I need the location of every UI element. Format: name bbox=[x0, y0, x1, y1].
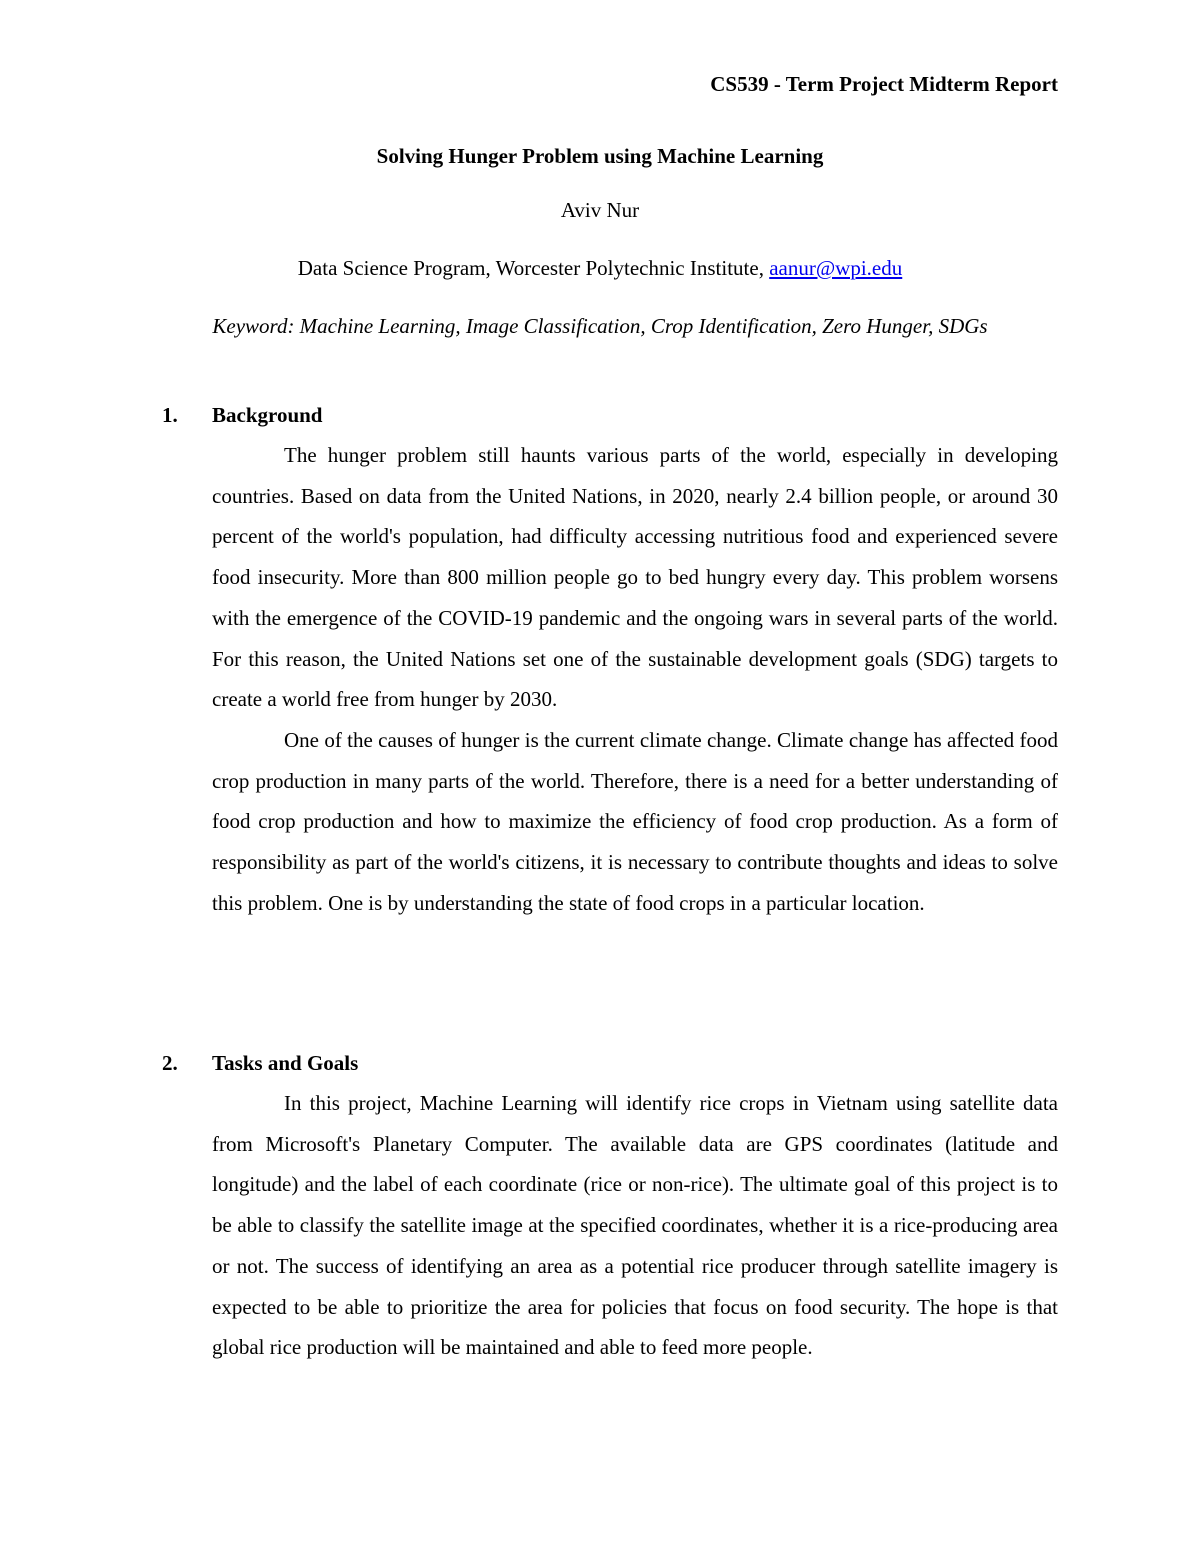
paper-title: Solving Hunger Problem using Machine Learning bbox=[376, 144, 824, 168]
paragraph: The hunger problem still haunts various parts of the world, especially in developing countries. Based on data from the United Nations, in 2020, nearly 2.4 billion people, or around 30 percent of the world's population, had difficulty accessing nutritious food and experienced severe food insecurity. More than 800 million people go to bed hungry every day. This problem worsens with the emergence of the COVID-19 pandemic and the ongoing wars in several parts of the world. For this reason, the United Nations set one of the sustainable development goals (SDG) targets to create a world free from hunger by 2030. bbox=[212, 443, 1058, 712]
author-name: Aviv Nur bbox=[560, 198, 640, 222]
section-tasks-and-goals bbox=[162, 1043, 1058, 1368]
email-link[interactable]: aanur@wpi.edu bbox=[769, 256, 903, 280]
section-title: Tasks and Goals bbox=[212, 1051, 359, 1075]
section-title: Background bbox=[212, 403, 323, 427]
section-background bbox=[162, 395, 1058, 923]
affiliation-text: Data Science Program, Worcester Polytechnic Institute, bbox=[297, 256, 770, 280]
paragraph: In this project, Machine Learning will identify rice crops in Vietnam using satellite data from Microsoft's Planetary Computer. The available data are GPS coordinates (latitude and longitude) and the label of each coordinate (rice or non-rice). The ultimate goal of this project is to be able to classify the satellite image at the specified coordinates, whether it is a rice-producing area or not. The success of identifying an area as a potential rice producer through satellite imagery is expected to be able to prioritize the area for policies that focus on food security. The hope is that global rice production will be maintained and able to feed more people. bbox=[212, 1091, 1058, 1360]
affiliation bbox=[0, 256, 1200, 281]
section-heading bbox=[162, 395, 1058, 435]
running-header: CS539 - Term Project Midterm Report bbox=[710, 72, 1058, 96]
paragraph: One of the causes of hunger is the current climate change. Climate change has affected food crop production in many parts of the world. Therefore, there is a need for a better understanding of food crop production and how to maximize the efficiency of food crop production. As a form of responsibility as part of the world's citizens, it is necessary to contribute thoughts and ideas to solve this problem. One is by understanding the state of food crops in a particular location. bbox=[212, 727, 1058, 915]
keywords: Keyword: Machine Learning, Image Classification, Crop Identification, Zero Hunger, SDGs bbox=[212, 314, 988, 338]
section-number: 1. bbox=[162, 403, 178, 427]
section-heading bbox=[162, 1043, 1058, 1083]
section-number: 2. bbox=[162, 1051, 178, 1075]
